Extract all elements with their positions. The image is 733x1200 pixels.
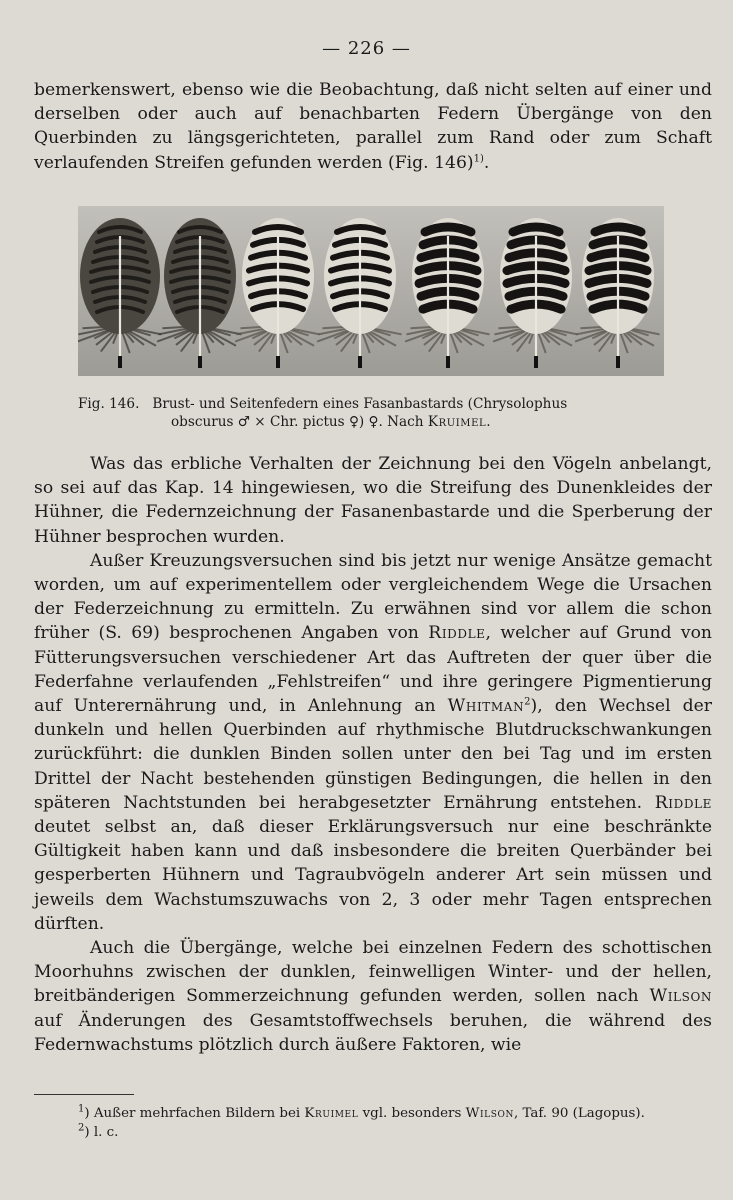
- caption-line-1: Brust- und Seitenfedern eines Fasanbastards (Chrysolophus: [152, 396, 568, 412]
- page-number: — 226 —: [322, 38, 411, 59]
- intro-paragraph: bemerkenswert, ebenso wie die Beobachtung, daß nicht selten auf einer und derselben oder auch auf benachbarten Federn Übergänge von den Querbinden zu längsgerichteten, parallel zum Rand oder zum Schaft verlaufenden Streifen gefunden werden (Fig. 146)$^{1)}$.: [34, 80, 712, 173]
- footnote-author-wilson: Wilson: [465, 1106, 514, 1121]
- author-wilson: Wilson: [649, 986, 712, 1007]
- paragraph-3: Auch die Übergänge, welche bei einzelnen Federn des schottischen Moorhuhns zwischen der dunklen, feinwelligen Winter- und der hellen, breitbänderigen Sommerzeichnung gefunden werden, sollen nach Wilson auf Änderungen des Gesamtstoffwechsels beruhen, die während des Federnwachstums plötzlich durch äußere Faktoren, wie: [34, 938, 712, 1055]
- body-text: [34, 452, 712, 1057]
- intro-text: bemerkenswert, ebenso wie die Beobachtung, daß nicht selten auf einer und derselben oder auch auf benachbarten Federn Übergänge von den Querbinden zu längsgerichteten, parallel zum Rand oder zum Schaft verlaufenden Streifen gefunden werden (Fig. 146): [34, 80, 712, 173]
- author-whitman: Whitman: [447, 696, 525, 717]
- author-riddle-2: Riddle: [654, 792, 712, 813]
- figure-caption: [78, 395, 668, 431]
- footnotes: [34, 1104, 714, 1142]
- footnote-ref: 1): [473, 152, 484, 164]
- feathers-image: [78, 206, 664, 376]
- footnote-ref-2: 2: [524, 696, 531, 708]
- author-riddle: Riddle: [428, 623, 486, 644]
- footnote-2: $^2$) l. c.: [78, 1122, 119, 1140]
- feather-photograph: [78, 206, 664, 376]
- paragraph-2: Außer Kreuzungsversuchen sind bis jetzt nur wenige Ansätze gemacht worden, um auf experimentellem oder vergleichendem Wege die Ursachen der Federzeichnung zu ermitteln. Zu erwähnen sind vor allem die schon früher (S. 69) besprochenen Angaben von Riddle, welcher auf Grund von Fütterungsversuchen verschiedener Art das Auftreten der quer über die Federfahne verlaufenden „Fehlstreifen“ und ihre geringere Pigmentierung auf Unterernährung und, in Anlehnung an Whitman$^2$), den Wechsel der dunkeln und hellen Querbinden auf rhythmische Blutdruckschwankungen zurückführt: die dunklen Binden sollen unter den bei Tag und im ersten Drittel der Nacht bestehenden günstigen Bedingungen, die hellen in den späteren Nachtstunden bei herabgesetzter Ernährung entstehen. Riddle deutet selbst an, daß dieser Erklärungsversuch nur eine beschränkte Gültigkeit haben kann und daß insbesondere die breiten Querbänder bei gesperberten Hühnern und Tagraubvögeln anderer Art sein müssen und jeweils dem Wachstumszuwachs von 2, 3 oder mehr Tagen entsprechen dürften.: [34, 550, 712, 934]
- caption-author: Kruimel: [427, 414, 487, 430]
- footnote-author-kruimel: Kruimel: [304, 1106, 359, 1121]
- caption-line-2: obscurus ♂ × Chr. pictus ♀) ♀. Nach Kruimel.: [171, 414, 491, 430]
- footnote-rule: [34, 1094, 134, 1095]
- footnote-1: $^1$) Außer mehrfachen Bildern bei Kruimel vgl. besonders Wilson, Taf. 90 (Lagopus).: [78, 1103, 645, 1121]
- paragraph-1: Was das erbliche Verhalten der Zeichnung bei den Vögeln anbelangt, so sei auf das Kap. 14 hingewiesen, wo die Streifung des Dunenkleides der Hühner, die Federnzeichnung der Fasanenbastarde und die Sperberung der Hühner besprochen wurden.: [34, 454, 712, 547]
- caption-label: Fig. 146.: [78, 396, 140, 412]
